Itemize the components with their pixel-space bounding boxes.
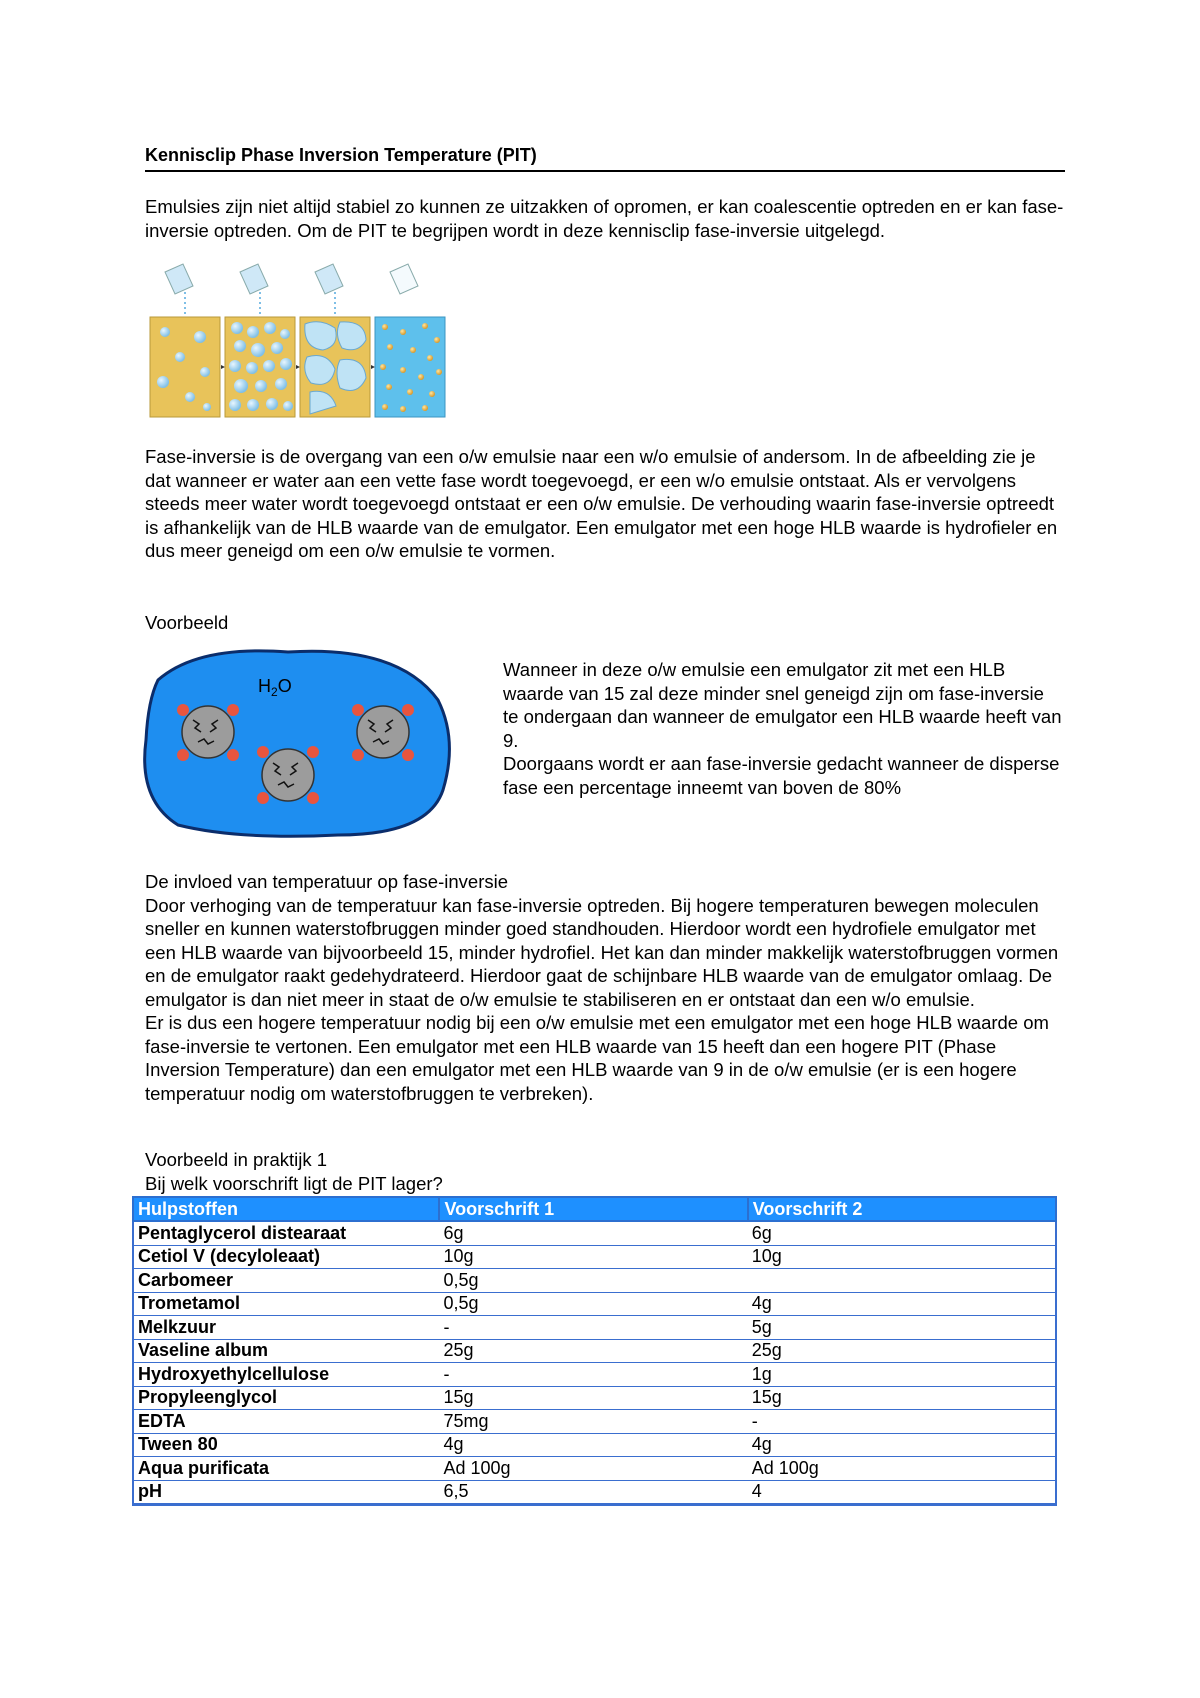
amount-cell: Ad 100g: [439, 1457, 747, 1481]
table-row: [133, 1457, 1056, 1481]
page-title: Kennisclip Phase Inversion Temperature (PIT): [145, 145, 1065, 172]
amount-cell: 5g: [748, 1316, 1056, 1340]
table-row: [133, 1480, 1056, 1505]
voorbeeld-side-text: [503, 658, 1063, 799]
amount-cell: 1g: [748, 1363, 1056, 1387]
table-row: [133, 1316, 1056, 1340]
amount-cell: 6g: [748, 1221, 1056, 1245]
table-row: [133, 1363, 1056, 1387]
table-row: [133, 1386, 1056, 1410]
ingredient-cell: Tween 80: [133, 1433, 439, 1457]
table-row: [133, 1433, 1056, 1457]
amount-cell: 10g: [748, 1245, 1056, 1269]
intro-paragraph: Emulsies zijn niet altijd stabiel zo kunnen ze uitzakken of opromen, er kan coalescentie optreden en er kan fase-inversie optreden. Om de PIT te begrijpen wordt in deze kennisclip fase-inversie uitgelegd.: [145, 196, 1064, 241]
recipe-table: [132, 1196, 1057, 1506]
amount-cell: 6g: [439, 1221, 747, 1245]
amount-cell: 15g: [748, 1386, 1056, 1410]
beaker-icon: [165, 264, 418, 294]
invloed-heading: De invloed van temperatuur op fase-inversie: [145, 871, 508, 892]
ingredient-cell: Cetiol V (decyloleaat): [133, 1245, 439, 1269]
fase-inversie-paragraph: Fase-inversie is de overgang van een o/w emulsie naar een w/o emulsie of andersom. In de afbeelding zie je dat wanneer er water aan een vette fase wordt toegevoegd, er een w/o emulsie ontstaat. Als er vervolgens steeds meer water wordt toegevoegd ontstaat er een o/w emulsie. De verhouding waarin fase-inversie optreedt is afhankelijk van de HLB waarde van de emulgator. Een emulgator met een hoge HLB waarde is hydrofieler en dus meer geneigd om een o/w emulsie te vormen.: [145, 446, 1058, 561]
praktijk-question: Bij welk voorschrift ligt de PIT lager?: [145, 1172, 443, 1194]
table-row: [133, 1269, 1056, 1293]
amount-cell: -: [439, 1316, 747, 1340]
ingredient-cell: Pentaglycerol distearaat: [133, 1221, 439, 1245]
amount-cell: 10g: [439, 1245, 747, 1269]
amount-cell: 25g: [439, 1339, 747, 1363]
table-row: [133, 1221, 1056, 1245]
amount-cell: [748, 1269, 1056, 1293]
ingredient-cell: Carbomeer: [133, 1269, 439, 1293]
svg-text:H2O: $H_2O$: [258, 676, 292, 699]
table-row: [133, 1339, 1056, 1363]
amount-cell: 4g: [439, 1433, 747, 1457]
amount-cell: -: [748, 1410, 1056, 1434]
amount-cell: Ad 100g: [748, 1457, 1056, 1481]
amount-cell: 4g: [748, 1433, 1056, 1457]
ingredient-cell: Hydroxyethylcellulose: [133, 1363, 439, 1387]
amount-cell: -: [439, 1363, 747, 1387]
amount-cell: 0,5g: [439, 1292, 747, 1316]
ingredient-cell: Vaseline album: [133, 1339, 439, 1363]
amount-cell: 4: [748, 1480, 1056, 1505]
invloed-text-1: Door verhoging van de temperatuur kan fase-inversie optreden. Bij hogere temperaturen bewegen moleculen sneller en kunnen waterstofbruggen minder goed standhouden. Hierdoor wordt een hydrofiele emulgator met een HLB waarde van bijvoorbeeld 15, minder hydrofiel. Het kan dan minder makkelijk waterstofbruggen vormen en de emulgator raakt gedehydrateerd. Hierdoor gaat de schijnbare HLB waarde van de emulgator omlaag. De emulgator is dan niet meer in staat de o/w emulsie te stabiliseren en er ontstaat dan een w/o emulsie.: [145, 894, 1059, 1010]
voorbeeld-heading: Voorbeeld: [145, 612, 229, 633]
amount-cell: 4g: [748, 1292, 1056, 1316]
emulsion-droplet-figure: [138, 640, 463, 840]
table-row: [133, 1410, 1056, 1434]
amount-cell: 15g: [439, 1386, 747, 1410]
praktijk-section: [145, 1148, 1065, 1195]
ingredient-cell: EDTA: [133, 1410, 439, 1434]
ingredient-cell: Propyleenglycol: [133, 1386, 439, 1410]
ingredient-cell: pH: [133, 1480, 439, 1505]
table-row: [133, 1245, 1056, 1269]
table-header-row: [133, 1197, 1056, 1221]
phase-inversion-figure: [145, 262, 475, 422]
side-text-2: Doorgaans wordt er aan fase-inversie gedacht wanneer de disperse fase een percentage inneemt van boven de 80%: [503, 753, 1060, 798]
table-header-cell: Voorschrift 1: [439, 1197, 747, 1221]
amount-cell: 6,5: [439, 1480, 747, 1505]
praktijk-heading: Voorbeeld in praktijk 1: [145, 1149, 328, 1170]
ingredient-cell: Melkzuur: [133, 1316, 439, 1340]
side-text-1: Wanneer in deze o/w emulsie een emulgator zit met een HLB waarde van 15 zal deze minder snel geneigd zijn om fase-inversie te ondergaan dan wanneer de emulgator een HLB waarde heeft van 9.: [503, 659, 1062, 751]
amount-cell: 25g: [748, 1339, 1056, 1363]
ingredient-cell: Trometamol: [133, 1292, 439, 1316]
table-header-cell: Hulpstoffen: [133, 1197, 439, 1221]
amount-cell: 0,5g: [439, 1269, 747, 1293]
table-header-cell: Voorschrift 2: [748, 1197, 1056, 1221]
table-row: [133, 1292, 1056, 1316]
amount-cell: 75mg: [439, 1410, 747, 1434]
ingredient-cell: Aqua purificata: [133, 1457, 439, 1481]
invloed-text-2: Er is dus een hogere temperatuur nodig bij een o/w emulsie met een emulgator met een hoge HLB waarde om fase-inversie te vertonen. Een emulgator met een HLB waarde van 15 heeft dan een hogere PIT (Phase Inversion Temperature) dan een emulgator met een HLB waarde van 9 in de o/w emulsie (er is een hogere temperatuur nodig om waterstofbruggen te verbreken).: [145, 1012, 1049, 1104]
invloed-section: [145, 870, 1065, 1105]
